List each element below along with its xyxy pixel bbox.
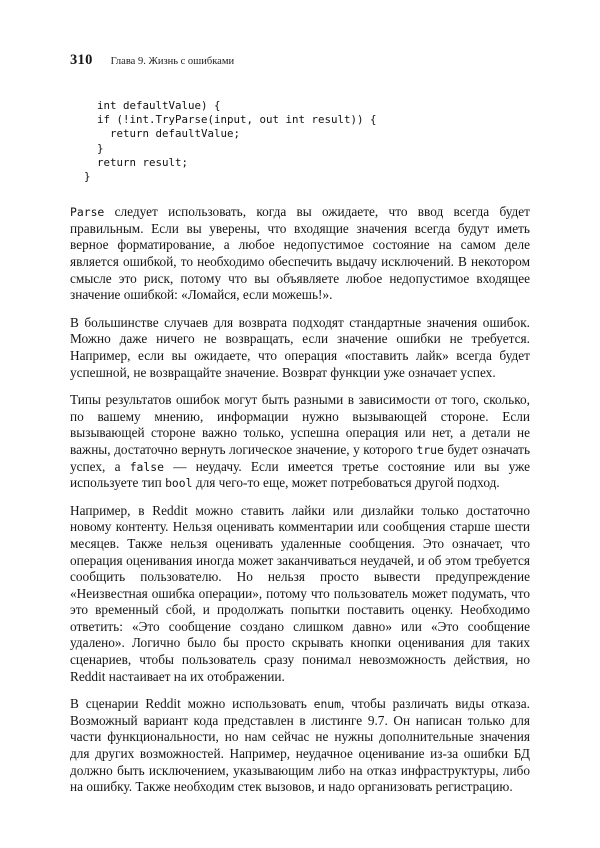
paragraph <box>70 204 530 304</box>
paragraph <box>70 392 530 492</box>
inline-code: true <box>416 442 444 457</box>
code-line: int defaultValue) { <box>84 99 221 112</box>
page-number: 310 <box>70 52 93 68</box>
running-head <box>70 52 530 69</box>
inline-code: enum <box>313 697 342 712</box>
inline-code: Parse <box>70 205 105 220</box>
code-line: if (!int.TryParse(input, out int result)) { <box>84 113 377 127</box>
code-line: return result; <box>84 155 189 169</box>
body-paragraphs <box>70 204 530 796</box>
chapter-title: Глава 9. Жизнь с ошибками <box>110 56 235 67</box>
text-run: будет означать успех, а <box>70 441 531 474</box>
inline-code: bool <box>165 476 193 491</box>
paragraph <box>70 696 530 796</box>
text-run: Типы результатов ошибок могут быть разными в зависимости от того, сколько, по вашему мнению, информации нужно вызывающей стороне. Если вызывающей стороне важно только, успешна операция или нет, а детали не важны, достаточно вернуть логическое значение, у которого <box>70 392 530 457</box>
text-run: В сценарии Reddit можно использовать <box>70 696 314 712</box>
code-line: } <box>84 141 104 155</box>
code-line: } <box>84 170 91 184</box>
text-run: — неудачу. Если имеется третье состояние или вы уже используете тип <box>70 458 531 491</box>
inline-code: false <box>129 459 164 474</box>
code-block <box>84 99 530 184</box>
text-run: В большинстве случаев для возврата подходят стандартные значения ошибок. Можно даже ничего не возвращать, если значение ошибки не требуется. Например, если вы ожидаете, что операция «поставить лайк» всегда будет успешной, не возвращайте значение. Возврат функции уже означает успех. <box>70 314 530 380</box>
paragraph <box>70 315 530 381</box>
paragraph <box>70 503 530 686</box>
text-run: для чего-то еще, может потребоваться другой подход. <box>192 475 500 491</box>
text-run: следует использовать, когда вы ожидаете, что ввод всегда будет правильным. Если вы уверены, что входящие значения всегда будут иметь верное форматирование, а любое недопустимое состояние на самом деле является ошибкой, то необходимо обеспечить выдачу исключений. В некотором смысле это риск, потому что вы объявляете любое недопустимое входящее значение ошибкой: «Ломайся, если можешь!». <box>70 204 530 303</box>
text-run: Например, в Reddit можно ставить лайки или дизлайки только достаточно новому контенту. Нельзя оценивать комментарии или сообщения старше шести месяцев. Также нельзя оценивать удаленные сообщения. Это означает, что операция оценивания иногда может заканчиваться неудачей, и об этом требуется сообщить пользователю. Но нельзя просто вывести предупреждение «Неизвестная ошибка операции», потому что пользователь может подумать, что это временный сбой, и продолжать попытки поставить оценку. Необходимо ответить: «Это сообщение создано слишком давно» или «Это сообщение удалено». Логично было бы просто скрывать кнопки оценивания для таких сценариев, чтобы пользователь сразу понимал невозможность действия, но Reddit настаивает на их отображении. <box>70 502 530 684</box>
code-line: return defaultValue; <box>84 127 241 141</box>
text-run: , чтобы различать виды отказа. Возможный вариант кода представлен в листинге 9.7. Он написан только для части функциональности, но нам сейчас не нужны дополнительные значения для других возможностей. Например, неудачное оценивание из-за ошибки БД должно быть исключением, указывающим либо на отказ инфраструктуры, либо на ошибку. Также необходим стек вызовов, и надо организовать регистрацию. <box>70 696 530 795</box>
